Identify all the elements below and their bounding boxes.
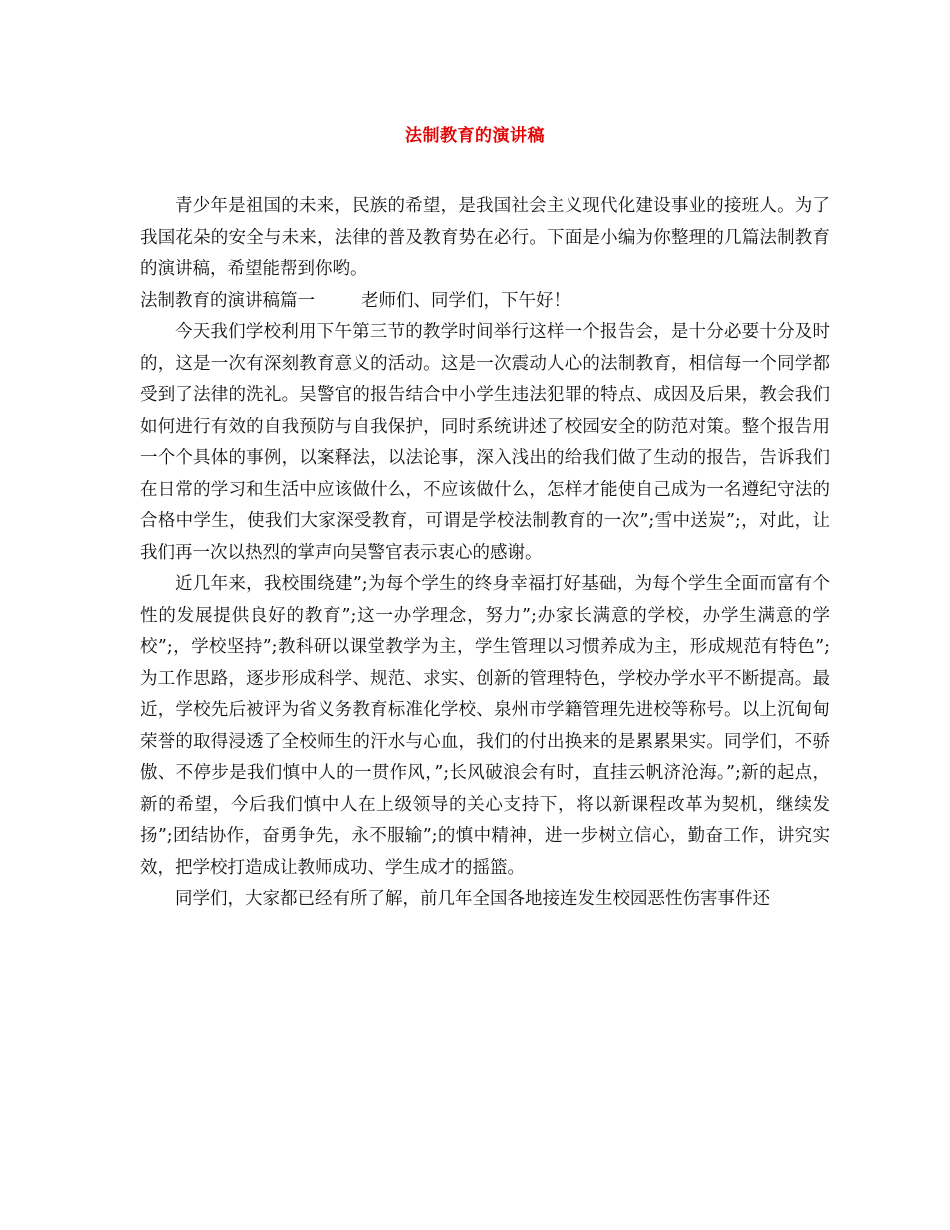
body-paragraph: 同学们，大家都已经有所了解，前几年全国各地接连发生校园恶性伤害事件还: [175, 889, 770, 909]
section-heading: 法制教育的演讲稿篇一: [140, 290, 315, 311]
greeting: 老师们、同学们，下午好！: [361, 290, 571, 311]
document-body: [140, 191, 830, 916]
body-paragraph: 今天我们学校利用下午第三节的教学时间举行这样一个报告会，是十分必要十分及时的，这是一次有深刻教育意义的活动。这是一次震动人心的法制教育，相信每一个同学都受到了法律的洗礼。吴警官的报告结合中小学生违法犯罪的特点、成因及后果，教会我们如何进行有效的自我预防与自我保护，同时系统讲述了校园安全的防范对策。整个报告用一个个具体的事例，以案释法，以法论事，深入浅出的给我们做了生动的报告，告诉我们在日常的学习和生活中应该做什么，不应该做什么，怎样才能使自己成为一名遵纪守法的合格中学生，使我们大家深受教育，可谓是学校法制教育的一次”;雪中送炭”;，对此，让我们再一次以热烈的掌声向吴警官表示衷心的感谢。: [140, 322, 830, 563]
body-paragraph: 近几年来，我校围绕建”;为每个学生的终身幸福打好基础，为每个学生全面而富有个性的发展提供良好的教育”;这一办学理念，努力”;办家长满意的学校，办学生满意的学校”;，学校坚持”;教科研以课堂教学为主，学生管理以习惯养成为主，形成规范有特色”;为工作思路，逐步形成科学、规范、求实、创新的管理特色，学校办学水平不断提高。最近，学校先后被评为省义务教育标准化学校、泉州市学籍管理先进校等称号。以上沉甸甸荣誉的取得浸透了全校师生的汗水与心血，我们的付出换来的是累累果实。同学们，不骄傲、不停步是我们慎中人的一贯作风，”;长风破浪会有时，直挂云帆济沧海。”;新的起点，新的希望，今后我们慎中人在上级领导的关心支持下，将以新课程改革为契机，继续发扬”;团结协作，奋勇争先，永不服输”;的慎中精神，进一步树立信心，勤奋工作，讲究实效，把学校打造成让教师成功、学生成才的摇篮。: [140, 574, 830, 878]
section-heading-line: [140, 286, 830, 318]
document-title: 法制教育的演讲稿: [405, 126, 545, 146]
intro-paragraph: 青少年是祖国的未来，民族的希望，是我国社会主义现代化建设事业的接班人。为了我国花朵的安全与未来，法律的普及教育势在必行。下面是小编为你整理的几篇法制教育的演讲稿，希望能帮到你哟。: [140, 196, 830, 279]
